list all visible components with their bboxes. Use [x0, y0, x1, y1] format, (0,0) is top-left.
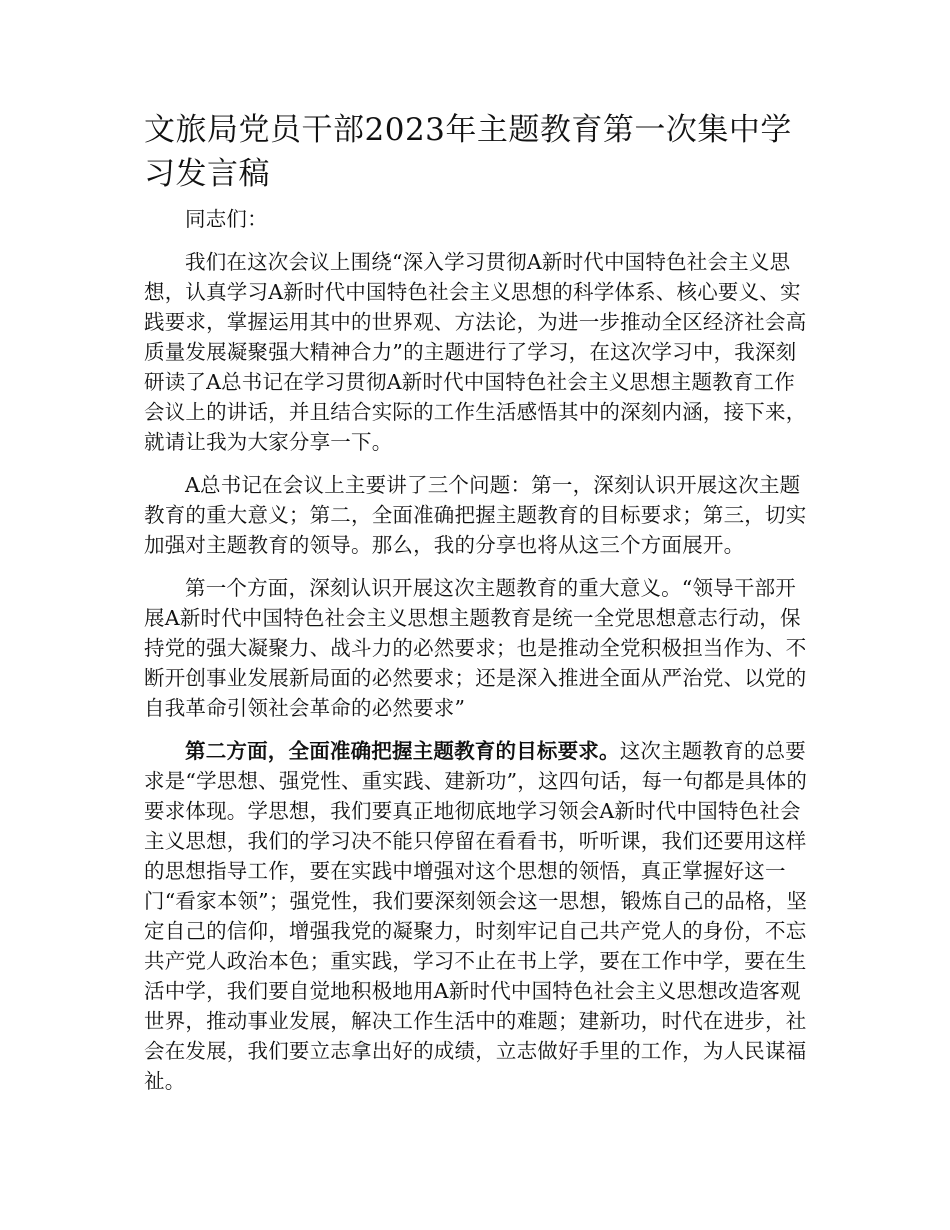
document-page [144, 108, 810, 1109]
paragraph-bold-lead: 第二方面，全面准确把握主题教育的目标要求。 [185, 739, 620, 763]
document-title: 文旅局党员干部2023年主题教育第一次集中学习发言稿 [144, 112, 792, 192]
paragraph-first-aspect [144, 573, 810, 723]
paragraph-three-questions [144, 470, 810, 560]
paragraph-text: A总书记在会议上主要讲了三个问题：第一，深刻认识开展这次主题教育的重大意义；第二，全面准确把握主题教育的目标要求；第三，切实加强对主题教育的领导。那么，我的分享也将从这三个方面展开。 [144, 473, 807, 557]
salutation: 同志们： [185, 207, 268, 231]
paragraph-intro [144, 247, 810, 457]
paragraph-text: 第一个方面，深刻认识开展这次主题教育的重大意义。“领导干部开展A新时代中国特色社会主义思想主题教育是统一全党思想意志行动，保持党的强大凝聚力、战斗力的必然要求；也是推动全党积极担当作为、不断开创事业发展新局面的必然要求；还是深入推进全面从严治党、以党的自我革命引领社会革命的必然要求” [144, 576, 807, 720]
paragraph-text: 这次主题教育的总要求是“学思想、强党性、重实践、建新功”，这四句话，每一句都是具体的要求体现。学思想，我们要真正地彻底地学习领会A新时代中国特色社会主义思想，我们的学习决不能只停留在看看书，听听课，我们还要用这样的思想指导工作，要在实践中增强对这个思想的领悟，真正掌握好这一门“看家本领”；强党性，我们要深刻领会这一思想，锻炼自己的品格，坚定自己的信仰，增强我党的凝聚力，时刻牢记自己共产党人的身份，不忘共产党人政治本色；重实践，学习不止在书上学，要在工作中学，要在生活中学，我们要自觉地积极地用A新时代中国特色社会主义思想改造客观世界，推动事业发展，解决工作生活中的难题；建新功，时代在进步，社会在发展，我们要立志拿出好的成绩，立志做好手里的工作，为人民谋福祉。 [144, 739, 808, 1093]
paragraph-second-aspect [144, 736, 810, 1096]
paragraph-text: 我们在这次会议上围绕“深入学习贯彻A新时代中国特色社会主义思想，认真学习A新时代中国特色社会主义思想的科学体系、核心要义、实践要求，掌握运用其中的世界观、方法论，为进一步推动全区经济社会高质量发展凝聚强大精神合力”的主题进行了学习，在这次学习中，我深刻研读了A总书记在学习贯彻A新时代中国特色社会主义思想主题教育工作会议上的讲话，并且结合实际的工作生活感悟其中的深刻内涵，接下来，就请让我为大家分享一下。 [144, 250, 807, 454]
